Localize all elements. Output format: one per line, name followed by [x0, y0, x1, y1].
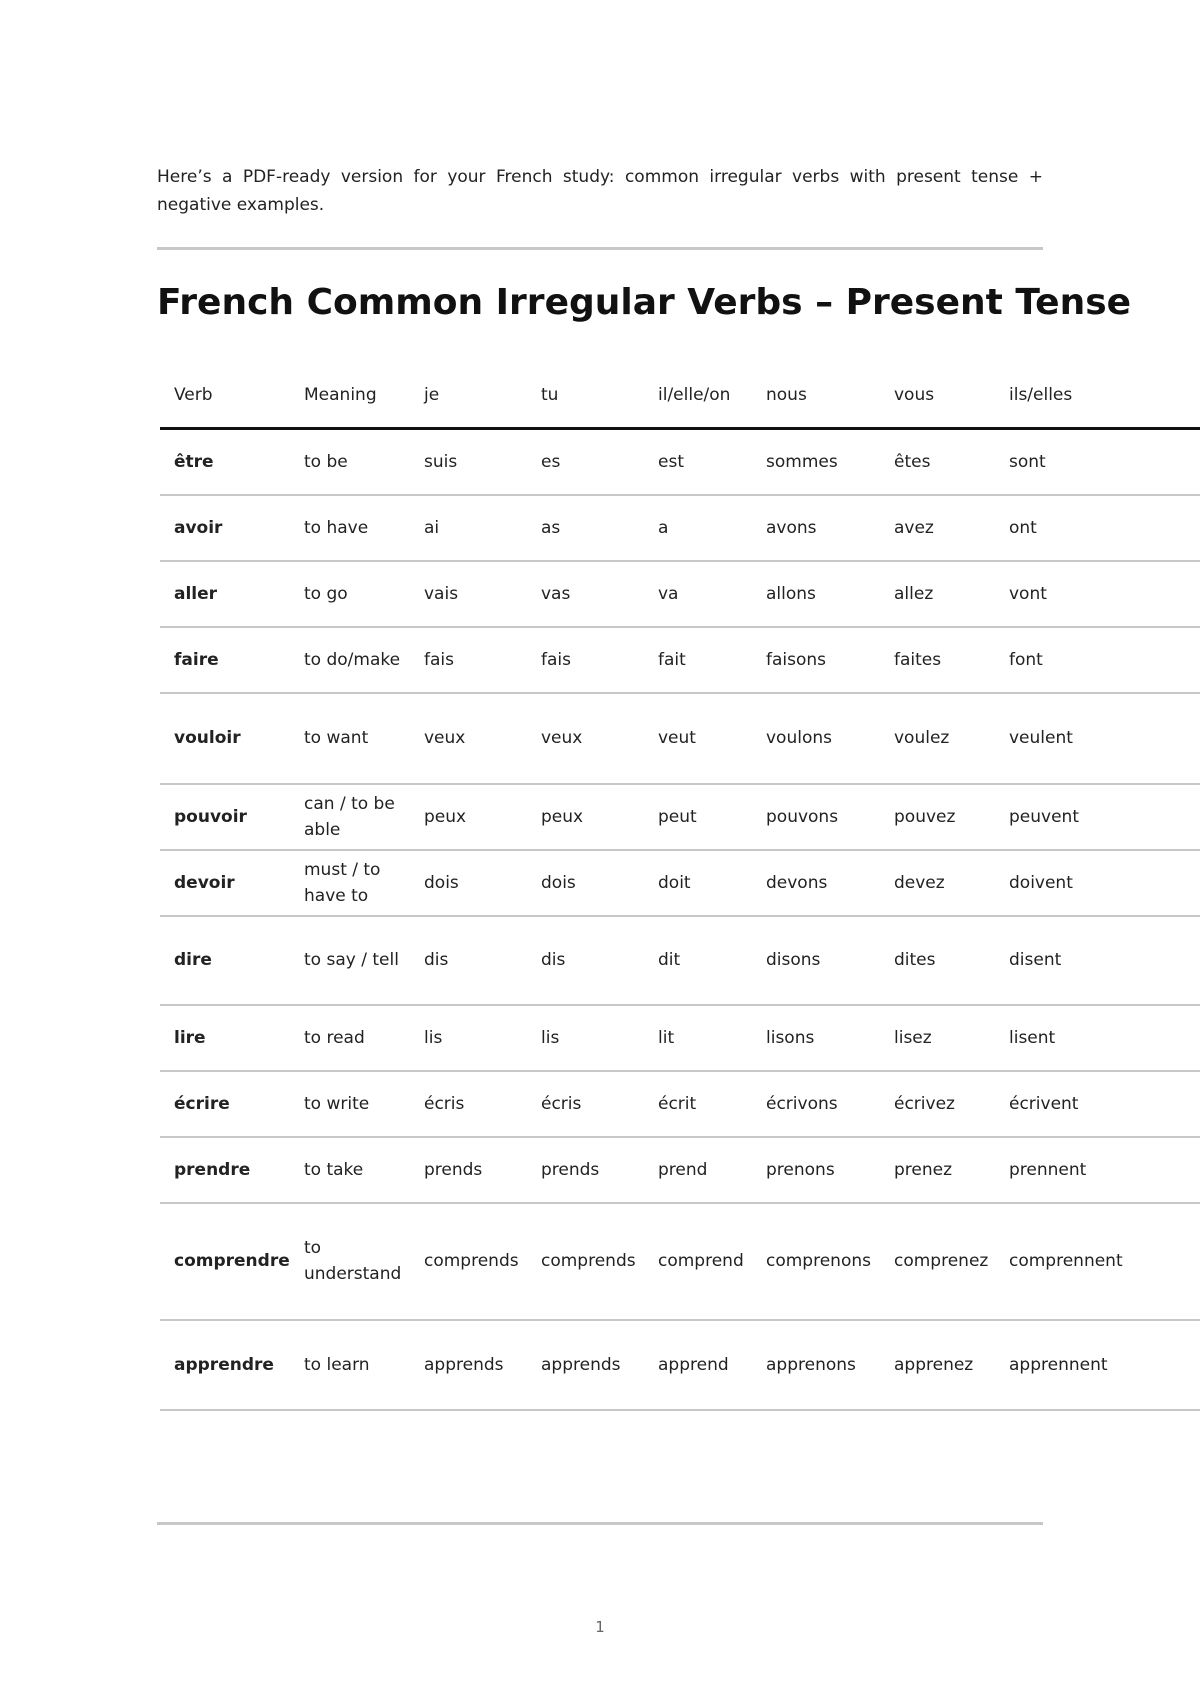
cell-meaning: to learn: [290, 1320, 410, 1410]
header-tu: tu: [527, 363, 644, 429]
cell-vous: pouvez: [880, 784, 995, 850]
header-meaning: Meaning: [290, 363, 410, 429]
cell-je: prends: [410, 1137, 527, 1203]
cell-tu: vas: [527, 561, 644, 627]
cell-il-elle-on: veut: [644, 693, 752, 784]
cell-il-elle-on: va: [644, 561, 752, 627]
table-row: [160, 784, 1200, 850]
cell-vous: faites: [880, 627, 995, 693]
table-row: [160, 561, 1200, 627]
cell-tu: veux: [527, 693, 644, 784]
cell-il-elle-on: doit: [644, 850, 752, 916]
cell-verb: prendre: [160, 1137, 290, 1203]
cell-je: lis: [410, 1005, 527, 1071]
table-row: [160, 1071, 1200, 1137]
cell-tu: peux: [527, 784, 644, 850]
header-je: je: [410, 363, 527, 429]
cell-meaning: to say / tell: [290, 916, 410, 1005]
cell-vous: comprenez: [880, 1203, 995, 1320]
cell-vous: devez: [880, 850, 995, 916]
cell-tu: comprends: [527, 1203, 644, 1320]
header-vous: vous: [880, 363, 995, 429]
cell-tu: dois: [527, 850, 644, 916]
cell-verb: écrire: [160, 1071, 290, 1137]
cell-je: fais: [410, 627, 527, 693]
cell-vous: avez: [880, 495, 995, 561]
table-row: [160, 916, 1200, 1005]
cell-je: comprends: [410, 1203, 527, 1320]
cell-il-elle-on: comprend: [644, 1203, 752, 1320]
cell-ils-elles: apprennent: [995, 1320, 1200, 1410]
cell-ils-elles: disent: [995, 916, 1200, 1005]
top-divider: [157, 247, 1043, 250]
cell-je: veux: [410, 693, 527, 784]
cell-nous: pouvons: [752, 784, 880, 850]
cell-meaning: to want: [290, 693, 410, 784]
header-il-elle-on: il/elle/on: [644, 363, 752, 429]
cell-il-elle-on: prend: [644, 1137, 752, 1203]
cell-meaning: can / to be able: [290, 784, 410, 850]
cell-ils-elles: doivent: [995, 850, 1200, 916]
cell-verb: dire: [160, 916, 290, 1005]
cell-nous: avons: [752, 495, 880, 561]
cell-meaning: to do/make: [290, 627, 410, 693]
cell-tu: dis: [527, 916, 644, 1005]
cell-je: ai: [410, 495, 527, 561]
cell-vous: voulez: [880, 693, 995, 784]
header-verb: Verb: [160, 363, 290, 429]
cell-verb: devoir: [160, 850, 290, 916]
cell-il-elle-on: est: [644, 429, 752, 495]
cell-nous: prenons: [752, 1137, 880, 1203]
page-title: French Common Irregular Verbs – Present Tense: [157, 282, 1132, 323]
bottom-divider: [157, 1522, 1043, 1525]
cell-verb: faire: [160, 627, 290, 693]
verb-table: [160, 363, 1200, 1411]
cell-ils-elles: ont: [995, 495, 1200, 561]
table-row: [160, 1203, 1200, 1320]
table-row: [160, 495, 1200, 561]
cell-ils-elles: écrivent: [995, 1071, 1200, 1137]
cell-tu: écris: [527, 1071, 644, 1137]
header-nous: nous: [752, 363, 880, 429]
cell-vous: lisez: [880, 1005, 995, 1071]
table-row: [160, 693, 1200, 784]
table-header-row: [160, 363, 1200, 429]
table-row: [160, 429, 1200, 495]
cell-je: écris: [410, 1071, 527, 1137]
cell-verb: aller: [160, 561, 290, 627]
cell-verb: être: [160, 429, 290, 495]
cell-tu: lis: [527, 1005, 644, 1071]
cell-verb: apprendre: [160, 1320, 290, 1410]
cell-il-elle-on: apprend: [644, 1320, 752, 1410]
cell-meaning: to take: [290, 1137, 410, 1203]
cell-nous: faisons: [752, 627, 880, 693]
cell-meaning: to be: [290, 429, 410, 495]
intro-paragraph: Here’s a PDF-ready version for your French study: common irregular verbs with present tense + negative examples.: [157, 167, 1043, 215]
cell-nous: écrivons: [752, 1071, 880, 1137]
cell-meaning: to write: [290, 1071, 410, 1137]
cell-meaning: to understand: [290, 1203, 410, 1320]
cell-verb: pouvoir: [160, 784, 290, 850]
cell-je: dis: [410, 916, 527, 1005]
table-row: [160, 1005, 1200, 1071]
cell-meaning: to go: [290, 561, 410, 627]
cell-ils-elles: font: [995, 627, 1200, 693]
cell-nous: comprenons: [752, 1203, 880, 1320]
cell-ils-elles: prennent: [995, 1137, 1200, 1203]
cell-vous: allez: [880, 561, 995, 627]
cell-je: dois: [410, 850, 527, 916]
cell-nous: sommes: [752, 429, 880, 495]
cell-ils-elles: peuvent: [995, 784, 1200, 850]
cell-nous: disons: [752, 916, 880, 1005]
cell-vous: dites: [880, 916, 995, 1005]
cell-vous: êtes: [880, 429, 995, 495]
cell-je: vais: [410, 561, 527, 627]
table-row: [160, 1320, 1200, 1410]
cell-tu: es: [527, 429, 644, 495]
cell-verb: lire: [160, 1005, 290, 1071]
cell-nous: devons: [752, 850, 880, 916]
cell-nous: lisons: [752, 1005, 880, 1071]
cell-je: apprends: [410, 1320, 527, 1410]
cell-tu: apprends: [527, 1320, 644, 1410]
cell-tu: prends: [527, 1137, 644, 1203]
cell-meaning: to have: [290, 495, 410, 561]
table-row: [160, 850, 1200, 916]
cell-nous: voulons: [752, 693, 880, 784]
cell-je: suis: [410, 429, 527, 495]
header-ils-elles: ils/elles: [995, 363, 1200, 429]
cell-ils-elles: sont: [995, 429, 1200, 495]
cell-meaning: must / to have to: [290, 850, 410, 916]
cell-ils-elles: veulent: [995, 693, 1200, 784]
cell-ils-elles: vont: [995, 561, 1200, 627]
cell-il-elle-on: peut: [644, 784, 752, 850]
cell-il-elle-on: fait: [644, 627, 752, 693]
cell-vous: apprenez: [880, 1320, 995, 1410]
cell-nous: apprenons: [752, 1320, 880, 1410]
cell-tu: fais: [527, 627, 644, 693]
cell-nous: allons: [752, 561, 880, 627]
table-row: [160, 1137, 1200, 1203]
cell-il-elle-on: dit: [644, 916, 752, 1005]
cell-il-elle-on: écrit: [644, 1071, 752, 1137]
page-number: 1: [595, 1618, 605, 1636]
cell-ils-elles: comprennent: [995, 1203, 1200, 1320]
cell-ils-elles: lisent: [995, 1005, 1200, 1071]
cell-je: peux: [410, 784, 527, 850]
cell-verb: avoir: [160, 495, 290, 561]
cell-meaning: to read: [290, 1005, 410, 1071]
cell-verb: vouloir: [160, 693, 290, 784]
cell-verb: comprendre: [160, 1203, 290, 1320]
cell-il-elle-on: a: [644, 495, 752, 561]
cell-il-elle-on: lit: [644, 1005, 752, 1071]
table-row: [160, 627, 1200, 693]
cell-tu: as: [527, 495, 644, 561]
cell-vous: écrivez: [880, 1071, 995, 1137]
cell-vous: prenez: [880, 1137, 995, 1203]
